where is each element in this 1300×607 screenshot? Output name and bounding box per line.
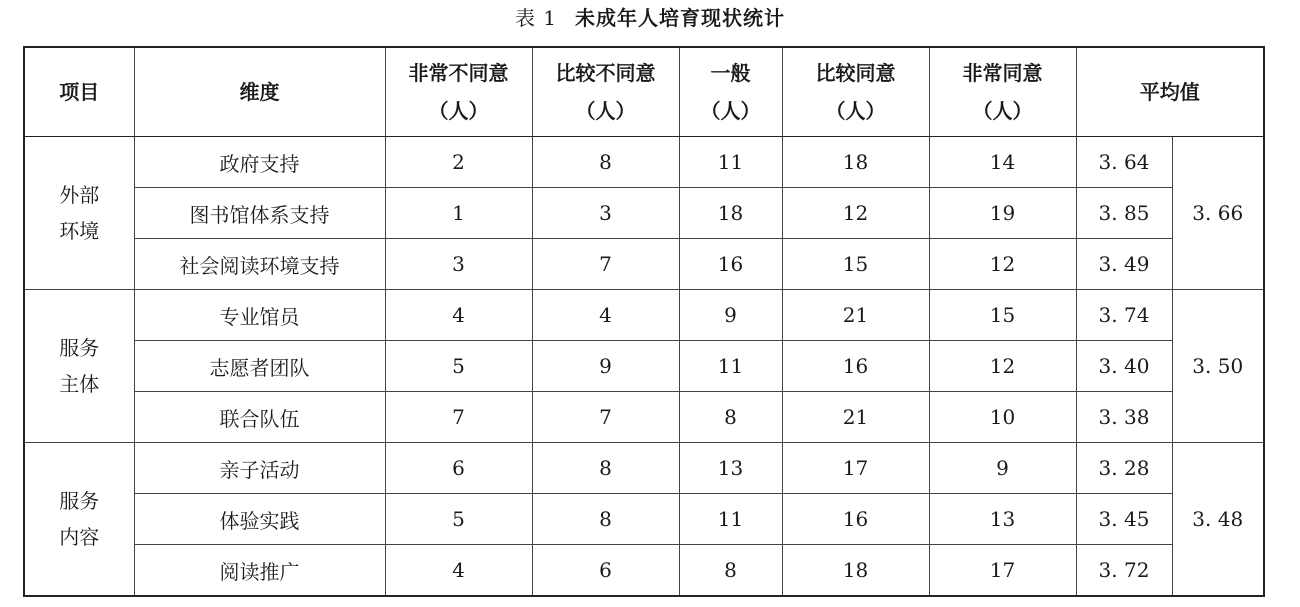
table-row [24, 188, 1264, 239]
disagree-cell: 4 [532, 290, 679, 341]
disagree-cell: 6 [532, 545, 679, 597]
dimension-cell: 政府支持 [134, 137, 385, 188]
agree-cell: 21 [782, 392, 929, 443]
dimension-cell: 亲子活动 [134, 443, 385, 494]
agree-cell: 12 [782, 188, 929, 239]
neutral-cell: 13 [679, 443, 782, 494]
neutral-cell: 8 [679, 545, 782, 597]
header-unit: （人） [575, 99, 636, 123]
strongly-disagree-cell: 4 [385, 545, 532, 597]
dimension-cell: 志愿者团队 [134, 341, 385, 392]
row-average-cell: 3. 45 [1076, 494, 1172, 545]
header-strongly-disagree-label: 非常不同意 [408, 61, 509, 85]
header-unit: （人） [428, 99, 489, 123]
group-label [24, 290, 134, 443]
disagree-cell: 8 [532, 137, 679, 188]
neutral-cell: 16 [679, 239, 782, 290]
neutral-cell: 11 [679, 137, 782, 188]
strongly-agree-cell: 10 [929, 392, 1076, 443]
disagree-cell: 7 [532, 392, 679, 443]
disagree-cell: 9 [532, 341, 679, 392]
group-label-line: 环境 [59, 219, 100, 243]
statistics-table [23, 46, 1265, 597]
disagree-cell: 7 [532, 239, 679, 290]
dimension-cell: 联合队伍 [134, 392, 385, 443]
row-average-cell: 3. 72 [1076, 545, 1172, 597]
strongly-disagree-cell: 7 [385, 392, 532, 443]
table-row [24, 545, 1264, 597]
dimension-cell: 体验实践 [134, 494, 385, 545]
strongly-disagree-cell: 2 [385, 137, 532, 188]
agree-cell: 16 [782, 341, 929, 392]
strongly-agree-cell: 12 [929, 239, 1076, 290]
table-row [24, 137, 1264, 188]
group-label-line: 服务 [59, 336, 100, 360]
strongly-agree-cell: 13 [929, 494, 1076, 545]
header-strongly-disagree [385, 47, 532, 137]
agree-cell: 16 [782, 494, 929, 545]
group-label-line: 外部 [59, 183, 100, 207]
row-average-cell: 3. 28 [1076, 443, 1172, 494]
strongly-disagree-cell: 4 [385, 290, 532, 341]
disagree-cell: 3 [532, 188, 679, 239]
neutral-cell: 8 [679, 392, 782, 443]
row-average-cell: 3. 38 [1076, 392, 1172, 443]
table-row [24, 494, 1264, 545]
header-neutral [679, 47, 782, 137]
group-average-cell: 3. 66 [1172, 137, 1264, 290]
group-label-line: 服务 [59, 489, 100, 513]
table-row [24, 341, 1264, 392]
strongly-agree-cell: 15 [929, 290, 1076, 341]
table-number: 表 1 [514, 6, 558, 30]
header-unit: （人） [972, 99, 1033, 123]
strongly-agree-cell: 17 [929, 545, 1076, 597]
header-unit: （人） [700, 99, 761, 123]
row-average-cell: 3. 64 [1076, 137, 1172, 188]
strongly-agree-cell: 19 [929, 188, 1076, 239]
group-label-line: 内容 [59, 525, 100, 549]
neutral-cell: 18 [679, 188, 782, 239]
strongly-disagree-cell: 5 [385, 341, 532, 392]
strongly-disagree-cell: 6 [385, 443, 532, 494]
dimension-cell: 专业馆员 [134, 290, 385, 341]
table-row [24, 443, 1264, 494]
agree-cell: 18 [782, 545, 929, 597]
header-item: 项目 [24, 47, 134, 137]
agree-cell: 15 [782, 239, 929, 290]
header-disagree [532, 47, 679, 137]
row-average-cell: 3. 40 [1076, 341, 1172, 392]
header-average: 平均值 [1076, 47, 1264, 137]
agree-cell: 17 [782, 443, 929, 494]
row-average-cell: 3. 49 [1076, 239, 1172, 290]
table-row [24, 392, 1264, 443]
header-agree-label: 比较同意 [815, 61, 896, 85]
table-row [24, 239, 1264, 290]
header-row [24, 47, 1264, 137]
table-title: 未成年人培育现状统计 [575, 6, 786, 30]
dimension-cell: 图书馆体系支持 [134, 188, 385, 239]
strongly-disagree-cell: 3 [385, 239, 532, 290]
disagree-cell: 8 [532, 443, 679, 494]
neutral-cell: 11 [679, 494, 782, 545]
table-row [24, 290, 1264, 341]
strongly-agree-cell: 9 [929, 443, 1076, 494]
group-label [24, 443, 134, 597]
row-average-cell: 3. 85 [1076, 188, 1172, 239]
header-agree [782, 47, 929, 137]
group-label-line: 主体 [59, 372, 100, 396]
neutral-cell: 11 [679, 341, 782, 392]
header-strongly-agree-label: 非常同意 [962, 61, 1043, 85]
table-caption [0, 4, 1300, 32]
disagree-cell: 8 [532, 494, 679, 545]
strongly-disagree-cell: 5 [385, 494, 532, 545]
header-dimension: 维度 [134, 47, 385, 137]
strongly-agree-cell: 14 [929, 137, 1076, 188]
strongly-disagree-cell: 1 [385, 188, 532, 239]
header-strongly-agree [929, 47, 1076, 137]
header-unit: （人） [825, 99, 886, 123]
strongly-agree-cell: 12 [929, 341, 1076, 392]
agree-cell: 21 [782, 290, 929, 341]
dimension-cell: 阅读推广 [134, 545, 385, 597]
group-label [24, 137, 134, 290]
neutral-cell: 9 [679, 290, 782, 341]
row-average-cell: 3. 74 [1076, 290, 1172, 341]
group-average-cell: 3. 50 [1172, 290, 1264, 443]
header-neutral-label: 一般 [710, 61, 751, 85]
dimension-cell: 社会阅读环境支持 [134, 239, 385, 290]
group-average-cell: 3. 48 [1172, 443, 1264, 597]
header-disagree-label: 比较不同意 [555, 61, 656, 85]
agree-cell: 18 [782, 137, 929, 188]
